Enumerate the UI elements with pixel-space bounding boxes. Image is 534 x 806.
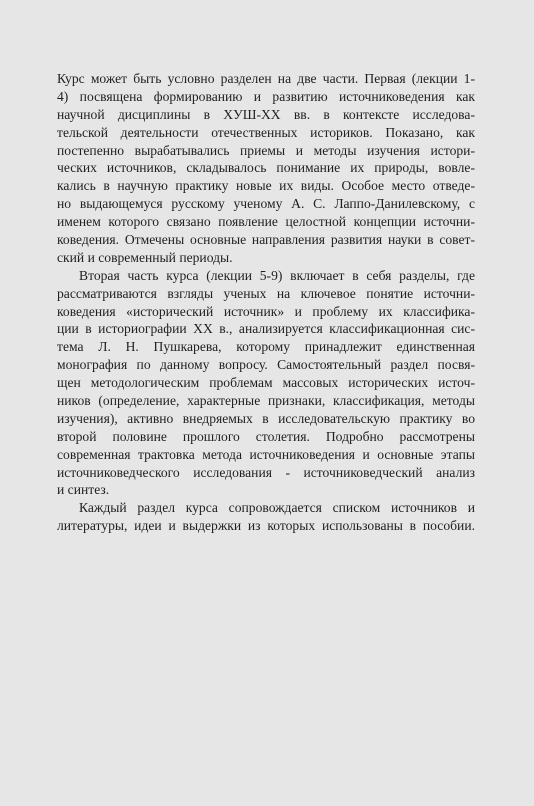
- text-line: источниковедческого исследования - источниковедческий анализ: [57, 464, 475, 480]
- text-line: Каждый раздел курса сопровождается списком источников и: [79, 500, 475, 516]
- text-line: современная трактовка метода источниковедения и основные этапы: [57, 446, 475, 462]
- text-line: ции в историографии ХХ в., анализируется классификационная сис-: [57, 321, 475, 337]
- text-line: коведения «исторический источник» и проблему их классифика-: [57, 303, 475, 319]
- text-line: щен методологическим проблемам массовых исторических источ-: [57, 375, 475, 391]
- text-line: научной дисциплины в ХУШ-ХХ вв. в контексте исследова-: [57, 106, 475, 122]
- paragraph: [57, 70, 475, 267]
- text-line: но выдающемуся русскому ученому А. С. Лаппо-Данилевскому, с: [57, 196, 475, 212]
- text-line: ский и современный периоды.: [57, 249, 233, 265]
- text-line: кались в научную практику новые их виды. Особое место отведе-: [57, 178, 475, 194]
- text-line: 4) посвящена формированию и развитию источниковедения как: [57, 88, 475, 104]
- text-line: Вторая часть курса (лекции 5-9) включает в себя разделы, где: [79, 267, 475, 283]
- text-line: ческих источников, складывалось понимание их природы, вовле-: [57, 160, 475, 176]
- text-line: изучения), активно внедряемых в исследовательскую практику во: [57, 410, 475, 426]
- text-line: литературы, идеи и выдержки из которых использованы в пособии.: [57, 518, 475, 534]
- paragraph: [57, 499, 475, 535]
- text-line: Курс может быть условно разделен на две части. Первая (лекции 1-: [57, 71, 475, 86]
- text-line: коведения. Отмечены основные направления развития науки в совет-: [57, 232, 475, 248]
- text-line: второй половине прошлого столетия. Подробно рассмотрены: [57, 428, 475, 444]
- text-line: ников (определение, характерные признаки, классификация, методы: [57, 393, 475, 409]
- document-body: [57, 70, 475, 535]
- text-line: тема Л. Н. Пушкарева, которому принадлежит единственная: [57, 339, 475, 355]
- text-line: рассматриваются взгляды ученых на ключевое понятие источни-: [57, 285, 475, 301]
- text-line: именем которого связано появление целостной концепции источни-: [57, 214, 475, 230]
- text-line: и синтез.: [57, 482, 110, 498]
- paragraph: [57, 267, 475, 500]
- text-line: постепенно вырабатывались приемы и методы изучения истори-: [57, 142, 475, 158]
- text-line: монография по данному вопросу. Самостоятельный раздел посвя-: [57, 357, 475, 373]
- text-line: тельской деятельности отечественных историков. Показано, как: [57, 124, 475, 140]
